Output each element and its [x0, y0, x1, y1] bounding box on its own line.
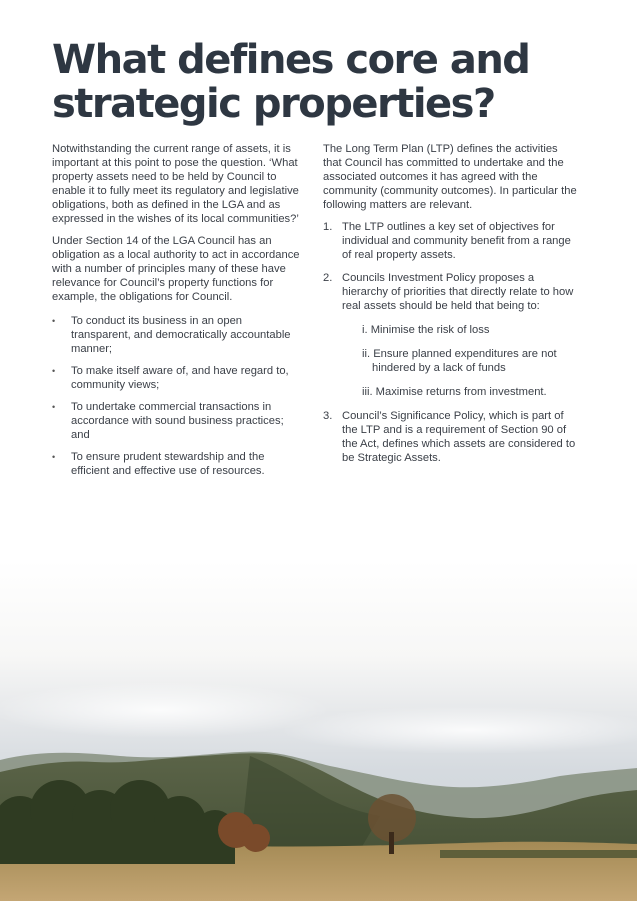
sub-list-item: iii. Maximise returns from investment.	[362, 386, 547, 398]
right-column	[323, 142, 578, 474]
bullet-icon: •	[52, 316, 56, 326]
intro-paragraph: Notwithstanding the current range of assets, it is important at this point to pose the question. ‘What property assets need to be held by Council to enable it to fully meet its regulatory and legislative obligations, both as defined in the LGA and as expressed in the wishes of its local communities?’	[52, 143, 299, 225]
left-column	[52, 142, 302, 486]
bullet-icon: •	[52, 402, 56, 412]
list-number: 3.	[323, 410, 333, 422]
list-item	[52, 400, 302, 442]
list-item	[323, 271, 578, 399]
list-item-text: Councils Investment Policy proposes a hierarchy of priorities that directly relate to how real assets should be held that being to:	[342, 272, 574, 312]
sub-list-item: i. Minimise the risk of loss	[362, 324, 490, 336]
list-item-text: To undertake commercial transactions in accordance with sound business practices; and	[71, 401, 284, 441]
list-item	[52, 364, 302, 392]
obligations-list	[52, 314, 302, 478]
priorities-list	[342, 323, 578, 399]
bullet-icon: •	[52, 452, 56, 462]
list-item-text: Council’s Significance Policy, which is part of the LTP and is a requirement of Section 90 of the Act, defines which assets are considered to be Strategic Assets.	[342, 410, 576, 464]
list-item	[323, 409, 578, 465]
list-item-text: The LTP outlines a key set of objectives for individual and community benefit from a range of real property assets.	[342, 221, 571, 261]
list-item	[52, 450, 302, 478]
list-item-text: To ensure prudent stewardship and the efficient and effective use of resources.	[71, 451, 265, 477]
list-item	[323, 220, 578, 262]
hedge-line	[440, 850, 637, 858]
list-item	[52, 314, 302, 356]
landscape-photo	[0, 560, 637, 901]
relevant-matters-list	[323, 220, 578, 465]
list-item-text: To conduct its business in an open transparent, and democratically accountable manner;	[71, 315, 291, 355]
list-number: 1.	[323, 221, 333, 233]
list-item-text: To make itself aware of, and have regard to, community views;	[71, 365, 289, 391]
sub-list-item: ii. Ensure planned expenditures are not hindered by a lack of funds	[362, 348, 557, 374]
ltp-paragraph: The Long Term Plan (LTP) defines the activities that Council has committed to undertake and the associated outcomes it has agreed with the community (community outcomes). In particular the following matters are relevant.	[323, 143, 577, 211]
page-title: What defines core and strategic properties?	[52, 37, 530, 127]
section-14-paragraph: Under Section 14 of the LGA Council has an obligation as a local authority to act in accordance with a number of principles many of these have relevance for Council’s property functions for example, the obligations for Council.	[52, 235, 300, 303]
list-number: 2.	[323, 272, 333, 284]
bullet-icon: •	[52, 366, 56, 376]
